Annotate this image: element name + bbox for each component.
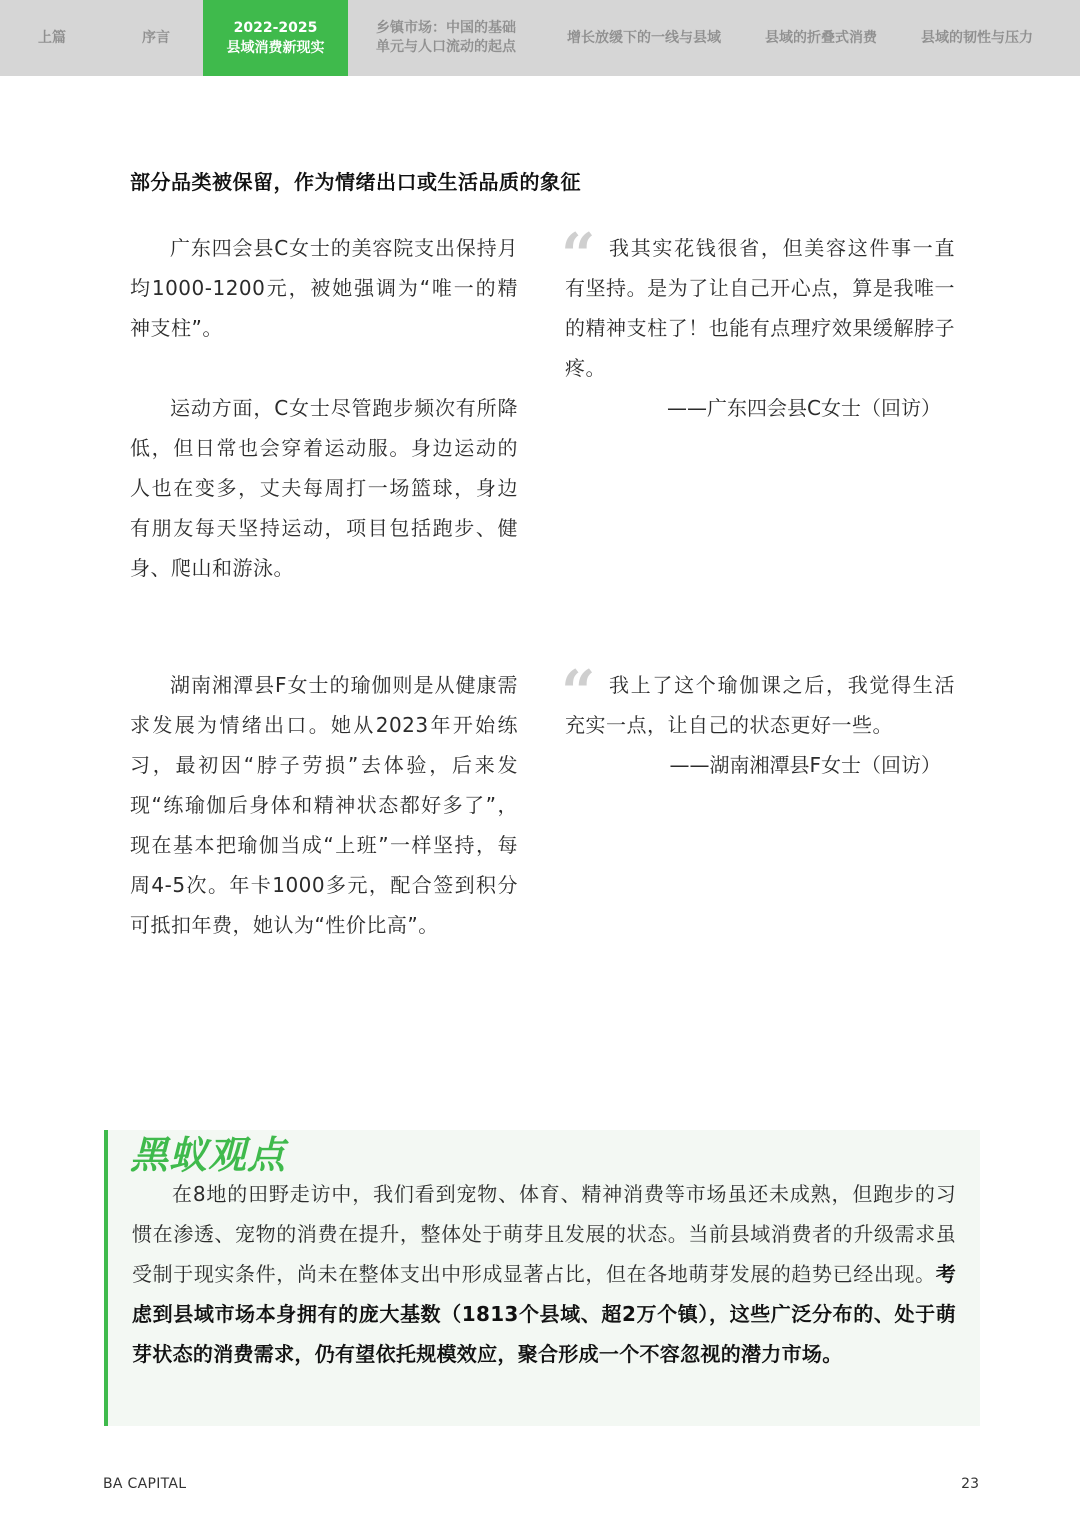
quote-source: ——湖南湘潭县F女士（回访） bbox=[669, 753, 941, 777]
page-number: 23 bbox=[961, 1476, 979, 1492]
footer-brand: BA CAPITAL bbox=[103, 1476, 187, 1492]
nav-tab-label: 序言 bbox=[142, 29, 170, 46]
nav-tab-label: 县域的韧性与压力 bbox=[921, 29, 1033, 46]
viewpoint-text bbox=[132, 1174, 956, 1374]
nav-tab-preface[interactable] bbox=[104, 0, 208, 76]
quote-block-c bbox=[561, 221, 955, 428]
viewpoint-text-normal: 在8地的田野走访中，我们看到宠物、体育、精神消费等市场虽还未成熟，但跑步的习惯在渗透、宠物的消费在提升，整体处于萌芽且发展的状态。当前县域消费者的升级需求虽受制于现实条件，尚未在整体支出中形成显著占比，但在各地萌芽发展的趋势已经出现。 bbox=[132, 1182, 956, 1286]
nav-tab-label: 县域的折叠式消费 bbox=[765, 29, 877, 46]
nav-tab-label-line1: 乡镇市场：中国的基础 bbox=[376, 20, 516, 36]
viewpoint-title: 黑蚁观点 bbox=[130, 1133, 287, 1177]
paragraph-beauty-salon: 广东四会县C女士的美容院支出保持月均1000-1200元，被她强调为“唯一的精神支柱”。 bbox=[130, 236, 518, 340]
nav-tab-county-consumption-reality[interactable] bbox=[203, 0, 348, 76]
nav-tab-label-line2: 县域消费新现实 bbox=[226, 40, 325, 56]
quote-text: 我上了这个瑜伽课之后，我觉得生活充实一点，让自己的状态更好一些。 bbox=[565, 673, 955, 737]
quote-text: 我其实花钱很省，但美容这件事一直有坚持。是为了让自己开心点，算是我唯一的精神支柱了！也能有点理疗效果缓解脖子疼。 bbox=[565, 236, 955, 380]
nav-tab-township-market[interactable] bbox=[356, 0, 536, 76]
nav-tab-part-one[interactable] bbox=[0, 0, 104, 76]
paragraph-sports: 运动方面，C女士尽管跑步频次有所降低，但日常也会穿着运动服。身边运动的人也在变多，丈夫每周打一场篮球，身边有朋友每天坚持运动，项目包括跑步、健身、爬山和游泳。 bbox=[130, 396, 518, 580]
top-navigation bbox=[0, 0, 1080, 76]
nav-tab-growth-slowdown[interactable] bbox=[548, 0, 740, 76]
nav-tab-label-line2: 单元与人口流动的起点 bbox=[376, 39, 516, 55]
nav-tab-label-line1: 2022-2025 bbox=[233, 20, 318, 36]
section-heading: 部分品类被保留，作为情绪出口或生活品质的象征 bbox=[130, 170, 581, 194]
paragraph-yoga: 湖南湘潭县F女士的瑜伽则是从健康需求发展为情绪出口。她从2023年开始练习，最初因“脖子劳损”去体验，后来发现“练瑜伽后身体和精神状态都好多了”，现在基本把瑜伽当成“上班”一样坚持，每周4-5次。年卡1000多元，配合签到积分可抵扣年费，她认为“性价比高”。 bbox=[130, 673, 518, 937]
quote-mark-icon: “ bbox=[561, 221, 596, 291]
nav-tab-label: 增长放缓下的一线与县域 bbox=[567, 29, 721, 46]
quote-block-f bbox=[561, 658, 955, 785]
nav-tab-resilience-pressure[interactable] bbox=[904, 0, 1050, 76]
nav-tab-folded-consumption[interactable] bbox=[748, 0, 894, 76]
viewpoint-text-bold: 考虑到县域市场本身拥有的庞大基数（1813个县域、超2万个镇），这些广泛分布的、处于萌芽状态的消费需求，仍有望依托规模效应，聚合形成一个不容忽视的潜力市场。 bbox=[132, 1262, 956, 1366]
nav-tab-label: 上篇 bbox=[38, 29, 66, 46]
quote-mark-icon: “ bbox=[561, 658, 596, 728]
viewpoint-box bbox=[104, 1130, 980, 1426]
quote-source: ——广东四会县C女士（回访） bbox=[667, 396, 941, 420]
